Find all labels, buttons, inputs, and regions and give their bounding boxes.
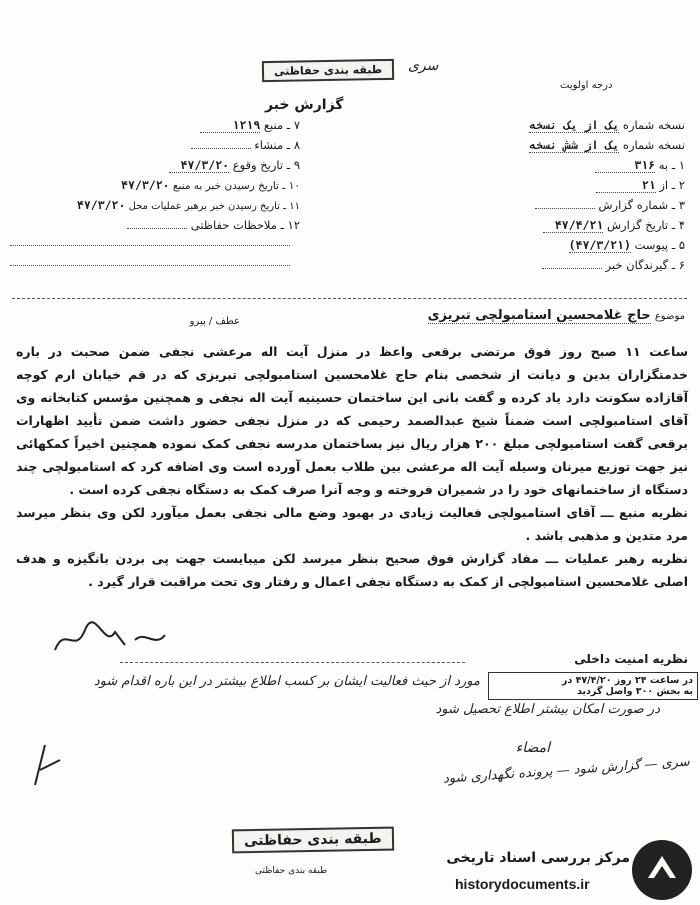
field-value: یک از یک نسخه — [529, 118, 620, 132]
bottom-stamp-sub: طبقه بندی حفاظتی — [255, 866, 328, 876]
watermark-title: مرکز بررسی اسناد تاریخی — [446, 850, 630, 866]
field-label: ۲ ـ از — [659, 178, 685, 192]
handwritten-note: در صورت امکان بیشتر اطلاع تحصیل شود — [435, 702, 660, 717]
priority-label: درجه اولویت — [560, 80, 613, 91]
subject-value: حاج غلامحسین استامبولچی تبریزی — [427, 308, 651, 323]
operations-opinion: نظریه رهبر عملیات ـــ مفاد گزارش فوق صحیح بنظر میرسد لکن میبایست جهت پی بردن بانگیزه و هدف اصلی غلامحسین استامبولچی از کمک به دستگاه نجفی اعمال و رفتار وی تحت مراقبت قرار گیرد . — [16, 551, 688, 589]
field-label: نسخه شماره — [622, 118, 685, 132]
field-row — [8, 198, 300, 218]
field-row — [8, 158, 300, 178]
signature-mark — [50, 620, 170, 660]
receipt-line: به بخش ۳۰۰ واصل گردید — [576, 686, 693, 697]
field-value — [535, 208, 595, 209]
subject-line — [250, 308, 685, 323]
field-row — [340, 198, 685, 218]
archive-logo-icon — [640, 848, 684, 892]
field-row — [340, 178, 685, 198]
internal-security-label: نظریه امنیت داخلی — [574, 652, 688, 666]
field-value — [542, 268, 602, 269]
divider — [10, 265, 290, 266]
field-label: ۱ ـ به — [658, 158, 685, 172]
receipt-stamp — [488, 672, 698, 700]
field-row — [8, 178, 300, 198]
classification-handwritten: سری — [408, 58, 439, 74]
field-value: یک از شش نسخه — [529, 138, 620, 152]
field-label: نسخه شماره — [622, 138, 685, 152]
receipt-line: در ساعت ۲۴ روز ۴۷/۴/۲۰ در — [561, 675, 693, 686]
field-label: ۱۰ ـ تاریخ رسیدن خبر به منبع — [172, 180, 300, 192]
handwritten-note: سری — گزارش شود — پرونده نگهداری شود — [442, 754, 691, 787]
field-row — [340, 218, 685, 238]
field-row — [340, 158, 685, 178]
field-row — [8, 138, 300, 158]
field-value — [127, 228, 187, 229]
page-title: گزارش خبر — [265, 97, 344, 113]
field-label: ۳ ـ شماره گزارش — [598, 198, 685, 212]
field-label: ۷ ـ منبع — [263, 118, 300, 132]
field-value: ۴۷/۳/۲۰ — [169, 158, 229, 173]
field-row — [340, 238, 685, 258]
divider — [10, 245, 290, 246]
source-opinion: نظریه منبع ـــ آقای استامبولچی فعالیت زیادی در بهبود وضع مالی نجفی بعمل میآورد لکن وی بنظر میرسد مرد متدین و مذهبی باشد . — [16, 505, 688, 543]
field-value: (۴۷/۳/۲۱) — [568, 238, 631, 252]
field-value: ۲۱ — [596, 178, 656, 193]
right-fields — [340, 118, 685, 278]
field-value: ۴۷/۴/۲۱ — [543, 218, 603, 233]
field-row — [8, 118, 300, 138]
margin-mark — [30, 740, 70, 790]
field-value: ۳۱۶ — [595, 158, 655, 173]
field-row — [340, 258, 685, 278]
handwritten-sig: امضاء — [515, 740, 550, 756]
field-value: ۱۲۱۹ — [200, 118, 260, 133]
watermark-logo — [632, 840, 692, 900]
bottom-stamp: طبقه بندی حفاظتی — [232, 827, 394, 854]
subject-label: موضوع — [654, 311, 685, 322]
field-label: ۶ ـ گیرندگان خبر — [605, 258, 685, 272]
field-value: ۴۷/۳/۲۰ — [121, 178, 170, 192]
field-label: ۴ ـ تاریخ گزارش — [606, 218, 685, 232]
field-label: ۸ ـ منشاء — [254, 138, 300, 152]
report-paragraph: ساعت ۱۱ صبح روز فوق مرتضی برقعی واعظ در منزل آیت اله مرعشی نجفی ضمن صحبت در باره خدمتگزاران بدین و دیانت از شخصی بنام حاج غلامحسین استامبولچی تبریزی که در قم خیابان ارم کوچه آقازاده سکونت دارد یاد کرده و گفت بانی این ساختمان حسینیه آیت اله نجفی و همچنین مؤسس کتابخانه وی آقای استامبولچی است ضمناً شیخ عبدالصمد رحیمی که در منزل نجفی حضور داشت ضمن تأیید اظهارات برقعی گفت استامبولچی مبلغ ۲۰۰ هزار ریال نیز بساختمان مدرسه نجفی کمک نموده همچنین اخیراً کمکهائی نیز جهت توزیع میرنان وسیله آیت اله مرعشی بین طلاب بعمل آورده است وی اضافه کرد که استامبولچی چند دستگاه از ساختمانهای خود را در شمیران فروخته و وجه آنرا صرف کمک به دستگاه نجفی کرده است . — [16, 344, 689, 497]
watermark-url: historydocuments.ir — [455, 876, 590, 892]
field-label: ۱۱ ـ تاریخ رسیدن خبر برهبر عملیات محل — [128, 201, 300, 212]
report-body — [16, 340, 688, 593]
field-row — [340, 118, 685, 138]
field-value: ۴۷/۳/۲۰ — [76, 198, 126, 212]
classification-stamp: طبقه بندی حفاظتی — [262, 59, 394, 82]
field-label: ۱۲ ـ ملاحظات حفاظتی — [190, 218, 300, 232]
field-label: ۵ ـ پیوست — [634, 238, 685, 252]
left-fields — [8, 118, 300, 238]
handwritten-note: مورد از حیث فعالیت ایشان بر کسب اطلاع بیشتر در این باره اقدام شود — [93, 674, 480, 689]
field-value — [191, 148, 251, 149]
field-row — [340, 138, 685, 158]
field-label: ۹ ـ تاریخ وقوع — [232, 158, 300, 172]
field-row — [8, 218, 300, 238]
divider — [120, 662, 465, 663]
divider — [12, 298, 687, 299]
ref-label: عطف / پیرو — [189, 316, 240, 327]
